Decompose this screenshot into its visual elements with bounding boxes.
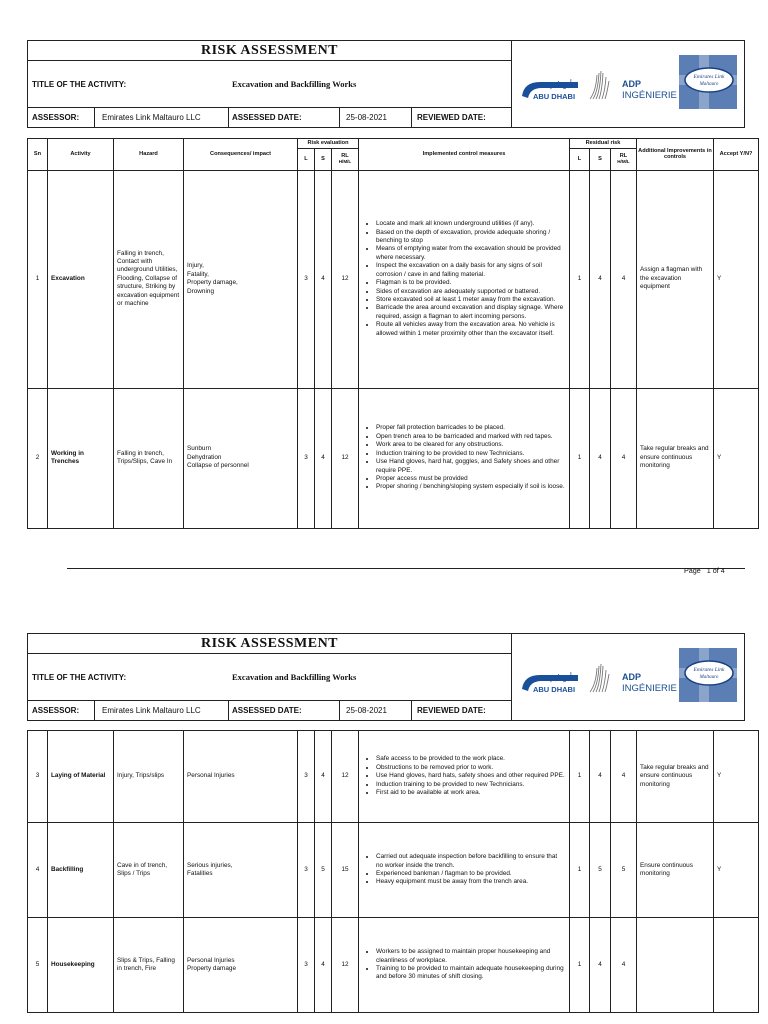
row-accept: Y [714,823,759,918]
footer-rule [67,568,745,569]
table-row [28,731,759,823]
row-s: 4 [315,388,332,528]
col-additional: Additional Improvements in controls [637,139,714,171]
abu-dhabi-logo [520,76,582,102]
row-res-rl: 4 [611,388,637,528]
row-controls: • Carried out adequate inspection before backfilling to ensure that no worker inside the trench. • Experienced bankman / flagman to be provided. • Heavy equipment must be away from the trench area. [359,823,570,918]
row-res-rl: 4 [611,731,637,823]
el-text-2: Maltauro [699,675,719,680]
row-l: 3 [298,170,315,388]
row-sn: 4 [28,823,48,918]
row-res-s: 4 [590,388,611,528]
reviewed-date-label: REVIEWED DATE: [417,113,486,122]
assessor-label: ASSESSOR [32,113,77,122]
row-additional: Assign a flagman with the excavation equipment [637,170,714,388]
row-l: 3 [298,731,315,823]
ingenierie-text: INGÉNIERIE [622,683,677,694]
risk-table-page-2 [27,730,759,1013]
document-title: RISK ASSESSMENT [28,634,511,654]
row-controls: • Workers to be assigned to maintain proper housekeeping and cleanliness of workplace. • Training to be provided to maintain adequate housekeeping during and before 30 minutes of shift closing. [359,918,570,1013]
row-res-rl: 5 [611,823,637,918]
document-title: RISK ASSESSMENT [28,41,511,61]
col-res-l: L [570,148,590,170]
header-fields [28,41,512,127]
row-res-rl: 4 [611,918,637,1013]
row-activity: Housekeeping [48,918,114,1013]
risk-table-page-1 [27,138,759,529]
row-l: 3 [298,823,315,918]
emirates-link-logo [679,55,737,109]
row-rl: 12 [332,170,359,388]
row-additional: Take regular breaks and ensure continuous monitoring [637,731,714,823]
col-activity: Activity [48,139,114,171]
col-rl: RL H/M/L [332,148,359,170]
el-text-1: Emirates Link [693,667,725,673]
logos-area [512,41,745,127]
row-res-l: 1 [570,388,590,528]
assessor-row: ASSESSOR: Emirates Link Maltauro LLC ASSESSED DATE: 25-08-2021 REVIEWED DATE: [28,108,511,127]
col-l: L [298,148,315,170]
row-hazard: Injury, Trips/slips [114,731,184,823]
row-consequences: Injury, Fatality, Property damage, Drowning [184,170,298,388]
row-activity: Laying of Material [48,731,114,823]
page-2 [0,590,768,1024]
activity-value: Excavation and Backfilling Works [232,79,357,89]
row-sn: 3 [28,731,48,823]
activity-row [28,654,511,701]
row-accept: Y [714,388,759,528]
row-rl: 15 [332,823,359,918]
adp-ingenierie-logo [588,69,678,103]
adp-ingenierie-logo [588,662,678,696]
row-res-s: 5 [590,823,611,918]
table-row [28,170,759,388]
activity-label: TITLE OF THE ACTIVITY: [32,80,127,89]
row-rl: 12 [332,918,359,1013]
col-sn: Sn [28,139,48,171]
col-accept: Accept Y/N? [714,139,759,171]
logos-area [512,634,745,720]
reviewed-date-label: REVIEWED DATE: [417,706,486,715]
abu-dhabi-arabic: أبوظبي [547,673,573,682]
row-controls: • Proper fall protection barricades to be placed. • Open trench area to be barricaded and marked with red tapes. • Work area to be cleared for any obstructions. • Induction training to be provided to new Technicians. • Use Hand gloves, hard hat, goggles, and Safety shoes and other require PPE. • Proper access must be provided • Proper shoring / benching/sloping system especially if soil is loose. [359,388,570,528]
row-sn: 1 [28,170,48,388]
col-controls: Implemented control measures [359,139,570,171]
row-hazard: Cave in of trench, Slips / Trips [114,823,184,918]
assessed-date-value: 25-08-2021 [346,706,387,715]
table-row [28,388,759,528]
row-controls: • Locate and mark all known underground utilities (if any). • Based on the depth of excavation, provide adequate shoring / benching to stop • Means of emptying water from the excavation should be provided where necessary. • Inspect the excavation on a daily basis for any signs of soil corrosion / cave in and falling material. • Flagman is to be provided. • Sides of excavation are adequately supported or battered. • Store excavated soil at least 1 meter away from the excavation. • Barricade the area around excavation and display signage. Where required, assign a flagman to alert incoming persons. • Route all vehicles away from the excavation area. No vehicle is allowed within 1 meter proximity other than the excavator itself. [359,170,570,388]
activity-value: Excavation and Backfilling Works [232,672,357,682]
row-res-s: 4 [590,918,611,1013]
abu-dhabi-logo [520,669,582,695]
activity-row [28,61,511,108]
row-s: 4 [315,731,332,823]
row-s: 4 [315,170,332,388]
header-fields [28,634,512,720]
adp-text: ADP [622,672,642,682]
col-res-s: S [590,148,611,170]
assessed-date-value: 25-08-2021 [346,113,387,122]
assessor-row: ASSESSOR: Emirates Link Maltauro LLC ASSESSED DATE: 25-08-2021 REVIEWED DATE: [28,701,511,720]
ingenierie-text: INGÉNIERIE [622,90,677,101]
activity-label: TITLE OF THE ACTIVITY: [32,673,127,682]
table-row [28,823,759,918]
row-res-l: 1 [570,918,590,1013]
col-res-rl: RL H/M/L [611,148,637,170]
page-footer: Page 1 of 4 [684,566,725,575]
assessor-value: Emirates Link Maltauro LLC [102,706,201,715]
row-accept [714,918,759,1013]
row-res-l: 1 [570,731,590,823]
abu-dhabi-arabic: أبوظبي [547,80,573,89]
row-hazard: Falling in trench, Trips/Slips, Cave In [114,388,184,528]
assessor-label: ASSESSOR [32,706,77,715]
row-rl: 12 [332,388,359,528]
row-controls: • Safe access to be provided to the work place. • Obstructions to be removed prior to work. • Use Hand gloves, hard hats, safety shoes and other required PPE. • Induction training to be provided to new Technicians. • First aid to be available at work area. [359,731,570,823]
row-activity: Working in Trenches [48,388,114,528]
abu-dhabi-text: ABU DHABI [532,685,576,694]
el-text-2: Maltauro [699,82,719,87]
col-risk-evaluation: Risk evaluation [298,139,359,149]
row-consequences: Personal Injuries [184,731,298,823]
row-s: 5 [315,823,332,918]
table-row [28,918,759,1013]
row-activity: Excavation [48,170,114,388]
row-additional: Ensure continuous monitoring [637,823,714,918]
assessed-date-label: ASSESSED DATE [232,113,299,122]
col-residual: Residual risk [570,139,637,149]
col-consequences: Consequences/ impact [184,139,298,171]
row-l: 3 [298,918,315,1013]
row-sn: 5 [28,918,48,1013]
row-activity: Backfilling [48,823,114,918]
row-hazard: Slips & Trips, Falling in trench, Fire [114,918,184,1013]
emirates-link-logo [679,648,737,702]
row-res-s: 4 [590,731,611,823]
col-s: S [315,148,332,170]
header-box [27,40,745,128]
abu-dhabi-text: ABU DHABI [532,92,576,101]
row-accept: Y [714,170,759,388]
row-res-l: 1 [570,170,590,388]
adp-text: ADP [622,79,642,89]
row-res-rl: 4 [611,170,637,388]
col-hazard: Hazard [114,139,184,171]
row-l: 3 [298,388,315,528]
row-additional: Take regular breaks and ensure continuous monitoring [637,388,714,528]
row-rl: 12 [332,731,359,823]
row-sn: 2 [28,388,48,528]
row-res-s: 4 [590,170,611,388]
row-accept: Y [714,731,759,823]
row-s: 4 [315,918,332,1013]
header-box [27,633,745,721]
el-text-1: Emirates Link [693,74,725,80]
assessor-value: Emirates Link Maltauro LLC [102,113,201,122]
assessed-date-label: ASSESSED DATE [232,706,299,715]
row-consequences: Personal Injuries Property damage [184,918,298,1013]
row-consequences: Sunburn Dehydration Collapse of personnel [184,388,298,528]
row-hazard: Falling in trench, Contact with underground Utilities, Flooding, Collapse of structure, Striking by excavation equipment or machine [114,170,184,388]
row-res-l: 1 [570,823,590,918]
row-additional [637,918,714,1013]
row-consequences: Serious injuries, Fatalities [184,823,298,918]
